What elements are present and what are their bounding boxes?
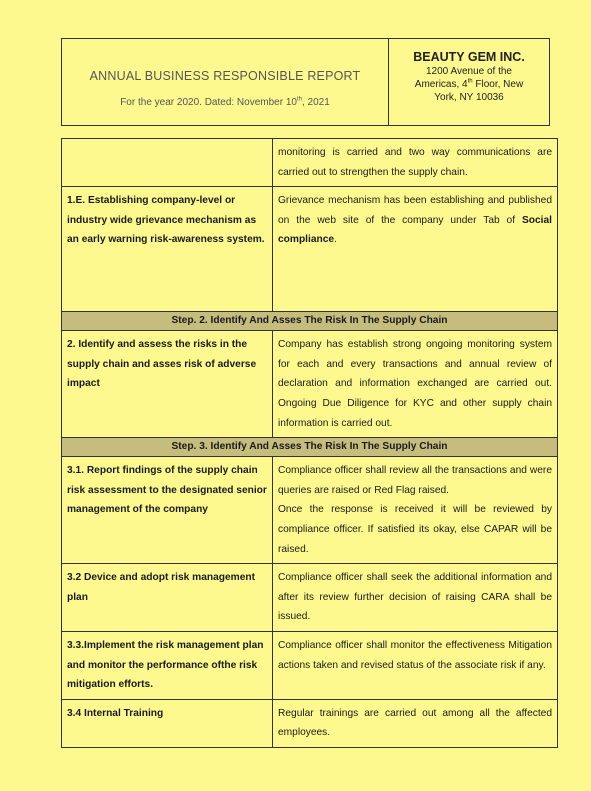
company-address — [389, 65, 549, 104]
address-line-2 — [395, 78, 543, 91]
response-paragraph-1: Compliance officer shall review all the transactions and were queries are raised or Red Flag raised. — [278, 465, 552, 496]
requirement-cell: 3.2 Device and adopt risk management plan — [62, 564, 273, 632]
response-cell: Compliance officer shall monitor the effectiveness Mitigation actions taken and revised status of the associate risk if any. — [273, 631, 558, 699]
requirement-cell — [62, 139, 273, 187]
report-subtitle-text: For the year 2020. Dated: November 10 — [120, 97, 297, 108]
table-row — [62, 331, 558, 438]
table-row — [62, 187, 558, 312]
address-line-1: 1200 Avenue of the — [425, 66, 512, 77]
table-row — [62, 457, 558, 564]
response-cell — [273, 187, 558, 312]
report-subtitle-sup: th — [296, 96, 302, 103]
requirement-cell: 3.3.Implement the risk management plan and monitor the performance ofthe risk mitigation efforts. — [62, 631, 273, 699]
requirement-cell: 2. Identify and assess the risks in the supply chain and asses risk of adverse impact — [62, 331, 273, 438]
address-line-3: York, NY 10036 — [434, 92, 504, 103]
compliance-table — [61, 138, 558, 748]
social-compliance-tab: Social compliance — [278, 214, 552, 246]
section-band — [62, 438, 558, 457]
response-cell: Compliance officer shall seek the additional information and after its review further decision of raising CARA shall be issued. — [273, 564, 558, 632]
report-subtitle — [62, 97, 388, 108]
company-block — [389, 39, 549, 125]
address-line-2-end: Floor, New — [472, 79, 524, 90]
report-subtitle-year: , 2021 — [301, 97, 330, 108]
requirement-cell: 3.1. Report findings of the supply chain risk assessment to the designated senior management of the company — [62, 457, 273, 564]
requirement-cell: 3.4 Internal Training — [62, 699, 273, 747]
response-text-end: . — [334, 234, 337, 246]
response-cell — [273, 457, 558, 564]
address-line-2-sup: th — [467, 78, 473, 85]
section-band — [62, 312, 558, 331]
response-cell: Company has establish strong ongoing monitoring system for each and every transactions and annual review of declaration and information exchanged are carried out. Ongoing Due Diligence for KYC and other supply chain information is carried out. — [273, 331, 558, 438]
step-3-heading: Step. 3. Identify And Asses The Risk In The Supply Chain — [62, 438, 558, 457]
response-cell: monitoring is carried and two way communications are carried out to strengthen the supply chain. — [273, 139, 558, 187]
report-header — [61, 38, 550, 126]
report-title-block — [62, 39, 389, 125]
response-cell: Regular trainings are carried out among all the affected employees. — [273, 699, 558, 747]
table-row — [62, 631, 558, 699]
company-name: BEAUTY GEM INC. — [413, 50, 525, 64]
response-paragraph-2: Once the response is received it will be reviewed by compliance officer. If satisfied its okay, else CAPAR will be raised. — [278, 504, 552, 555]
address-line-2-text: Americas, 4 — [414, 79, 468, 90]
table-row — [62, 699, 558, 747]
report-title: ANNUAL BUSINESS RESPONSIBLE REPORT — [89, 69, 361, 83]
step-2-heading: Step. 2. Identify And Asses The Risk In The Supply Chain — [62, 312, 558, 331]
table-row — [62, 139, 558, 187]
table-row — [62, 564, 558, 632]
requirement-cell: 1.E. Establishing company-level or industry wide grievance mechanism as an early warning risk-awareness system. — [62, 187, 273, 312]
response-text: Grievance mechanism has been establishing and published on the web site of the company under Tab of — [278, 195, 552, 226]
